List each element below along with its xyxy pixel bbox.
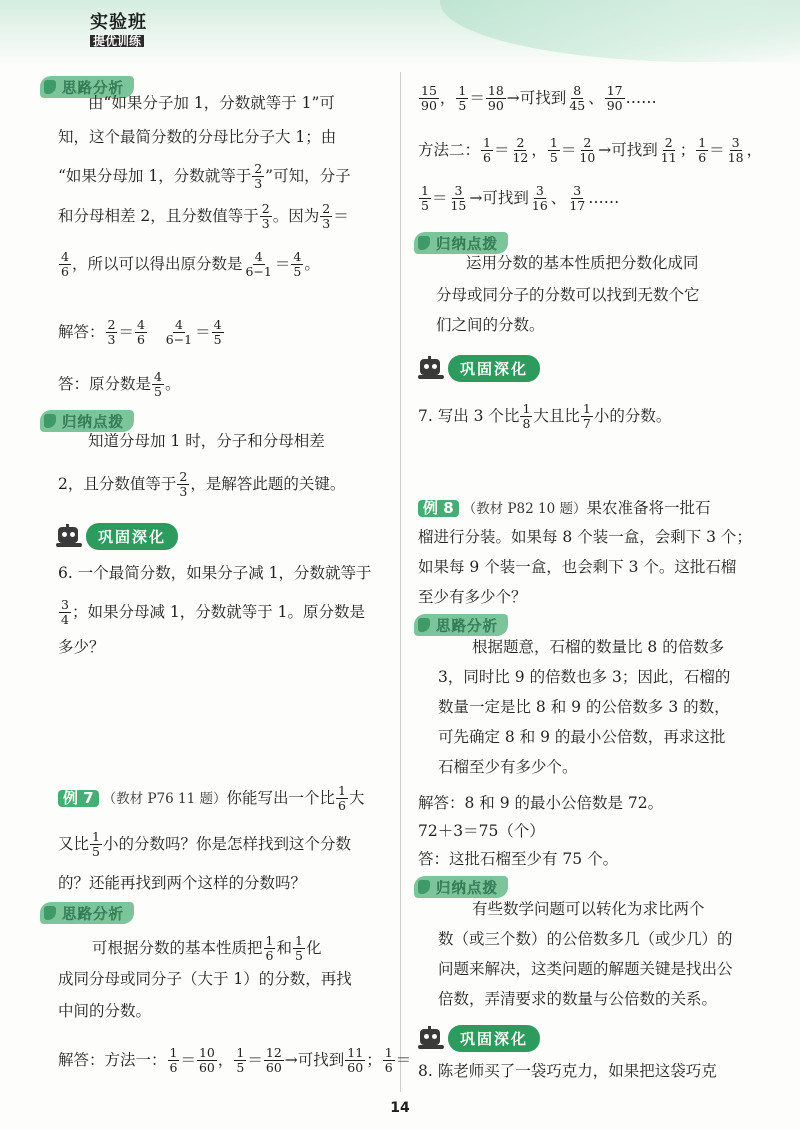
answer-line: 72＋3＝75（个） [418,822,545,840]
answer-line: 解答：8 和 9 的最小公倍数是 72。 [418,794,664,812]
summary-tag: 归纳点拨 [40,410,134,432]
example-8: 如果每 9 个装一盒，也会剩下 3 个。这批石榴 [418,558,737,576]
method-one-cont: $\frac{15}{90}$ ， $\frac{1}{5}$ ＝ $\frac{18}{90}$ →可找到 $\frac{8}{45}$ 、 $\frac{17}{90}$ …… [421,83,657,114]
summary-line: 问题来解决，这类问题的解题关键是找出公 [438,960,733,978]
robot-icon [416,1026,446,1050]
example-7: 例 7 （教材 P76 11 题）你能写出一个比 $\frac{1}{6}$ 大 [58,784,364,814]
consolidate-header: 巩固深化 [416,354,540,382]
analysis-line: 中间的分数。 [58,1002,152,1020]
analysis-line: 3，同时比 9 的倍数也多 3；因此，石榴的 [438,668,731,686]
summary-line: 数（或三个数）的公倍数多几（或少几）的 [438,930,733,948]
summary-line: 们之间的分数。 [436,316,545,334]
example-7: 又比 $\frac{1}{5}$ 小的分数吗？你是怎样找到这个分数 [58,829,351,860]
method-two: 方法二： $\frac{1}{6}$ ＝ $\frac{2}{12}$ ， $\frac{1}{5}$ ＝ $\frac{2}{10}$ →可找到 $\frac{2}{11}$ ； $\frac{1}{6}$ ＝ $\frac{3}{18}$ ， [418,135,763,166]
analysis-line: 可先确定 8 和 9 的最小公倍数，再求这批 [438,728,726,746]
analysis-tag: 思路分析 [414,614,508,636]
robot-icon [54,524,84,548]
answer-final: 答：原分数是 $\frac{4}{5}$ 。 [58,369,181,400]
brand-subtitle: 提优训练 [90,35,144,47]
analysis-line: 可根据分数的基本性质把 $\frac{1}{6}$ 和 $\frac{1}{5}$ 化 [92,933,322,964]
example-8: 至少有多少个？ [418,588,527,606]
summary-line: 分母或同分子的分数可以找到无数个它 [436,286,700,304]
column-divider [400,72,401,1092]
analysis-tag: 思路分析 [40,902,134,924]
summary-line: 有些数学问题可以转化为求比两个 [472,900,705,918]
analysis-line: “如果分母加 1，分数就等于 $\frac{2}{3}$ ”可知，分子 [58,161,351,192]
method-one: 解答：方法一： $\frac{1}{6}$ ＝ $\frac{10}{60}$ ， $\frac{1}{5}$ ＝ $\frac{12}{60}$ →可找到 $\frac{11}{60}$ ； $\frac{1}{6}$ ＝ [58,1045,412,1076]
analysis-line: 和分母相差 2，且分数值等于 $\frac{2}{3}$ 。因为 $\frac{2}{3}$ ＝ [58,201,349,232]
brand-title: 实验班 [90,12,147,33]
question-7: 7. 写出 3 个比 $\frac{1}{8}$ 大且比 $\frac{1}{7}$ 小的分数。 [418,401,672,432]
method-two-cont: $\frac{1}{5}$ ＝ $\frac{3}{15}$ →可找到 $\frac{3}{16}$ 、 $\frac{3}{17}$ …… [421,183,620,214]
answer-line: 答：这批石榴至少有 75 个。 [418,850,619,868]
example-8: 例 8 （教材 P82 10 题）果农准备将一批石 [418,500,711,517]
question-8: 8. 陈老师买了一袋巧克力，如果把这袋巧克 [418,1062,717,1080]
analysis-line: 由“如果分子加 1，分数就等于 1”可 [88,94,335,112]
summary-line: 运用分数的基本性质把分数化成同 [466,254,699,272]
summary-line: 知道分母加 1 时，分子和分母相差 [88,432,325,450]
summary-line: 倍数，弄清要求的数量与公倍数的关系。 [438,990,718,1008]
example-8: 榴进行分装。如果每 8 个装一盒，会剩下 3 个； [418,528,752,546]
question-6: 6. 一个最简分数，如果分子减 1，分数就等于 [58,564,372,582]
analysis-line: 石榴至少有多少个。 [438,758,578,776]
consolidate-header: 巩固深化 [54,522,178,550]
consolidate-header: 巩固深化 [416,1024,540,1052]
analysis-tag: 思路分析 [40,76,134,98]
summary-line: 2，且分数值等于 $\frac{2}{3}$ ，是解答此题的关键。 [58,469,346,500]
analysis-line: $\frac{4}{6}$ ，所以可以得出原分数是 $\frac{4}{6-1}$ ＝ $\frac{4}{5}$ 。 [61,249,320,280]
analysis-line: 成同分母或同分子（大于 1）的分数，再找 [58,970,352,988]
question-6: 多少？ [58,638,105,656]
page-number: 14 [390,1100,410,1116]
analysis-line: 数量一定是比 8 和 9 的公倍数多 3 的数， [438,698,730,716]
robot-icon [416,356,446,380]
question-6: $\frac{3}{4}$ ；如果分母减 1，分数就等于 1。原分数是 [61,597,366,628]
answer-line: 解答： $\frac{2}{3}$ ＝ $\frac{4}{6}$ $\frac{4}{6-1}$ ＝ $\frac{4}{5}$ [58,317,222,348]
analysis-line: 知，这个最简分数的分母比分子大 1；由 [58,128,337,146]
brand-logo [90,14,147,48]
analysis-line: 根据题意，石榴的数量比 8 的倍数多 [472,638,725,656]
summary-tag: 归纳点拨 [414,876,508,898]
summary-tag: 归纳点拨 [414,232,508,254]
example-7: 的？还能再找到两个这样的分数吗？ [58,874,307,892]
